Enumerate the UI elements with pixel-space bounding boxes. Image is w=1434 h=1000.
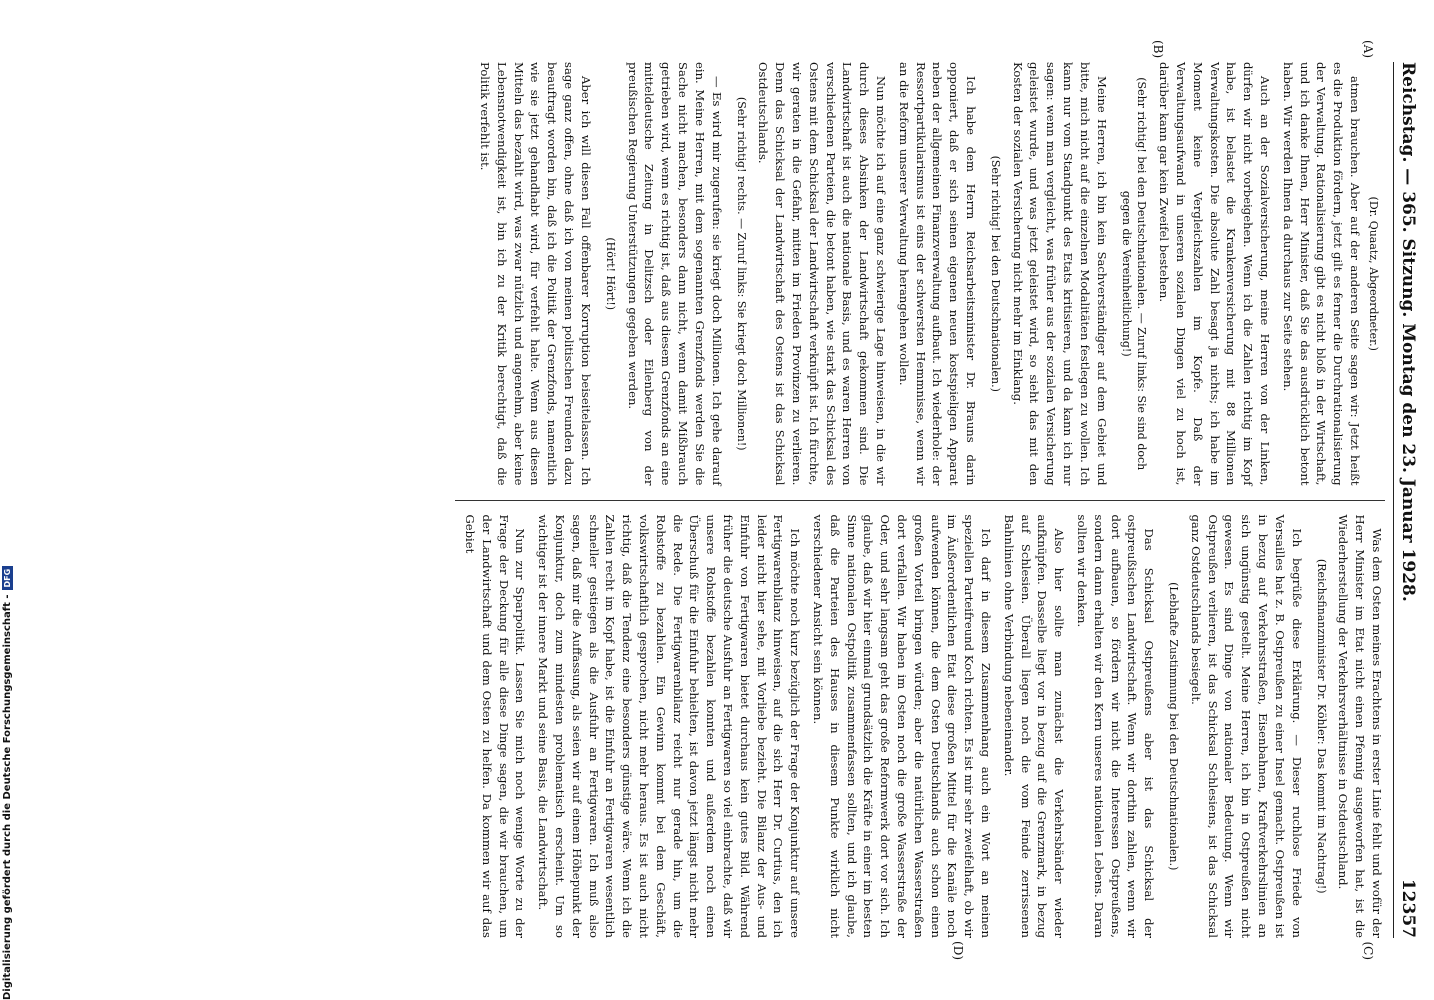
margin-marker-c: (C): [1361, 941, 1375, 960]
interjection: (Lebhafte Zustimmung bei den Deutschnationalen.): [1167, 582, 1181, 871]
left-column: [455, 62, 1385, 486]
interjection: (Sehr richtig! rechts. — Zuruf links: Sie kriegt doch Millionen!): [734, 96, 748, 451]
paragraph: Ich möchte noch kurz bezüglich der Frage der Konjunktur auf unsere Fertigwarenbilanz hinweisen, auf die sich Herr Dr. Curtius, den ich leider nicht hier sehe, mit Vorliebe bezieht. Die Bilanz der Aus- und Einfuhr von Fertigwaren bietet durchaus kein gutes Bild. Während früher die deutsche Ausfuhr an Fertigwaren so viel einbrachte, daß wir unsere Rohstoffe bezahlen konnten und außerdem noch einen Überschuß für die Einfuhr behielten, ist davon jetzt längst nicht mehr die Rede. Die Fertigwarenbilanz reicht nur gerade hin, um die Rohstoffe zu bezahlen. Ein Gewinn kommt bei dem Geschäft, volkswirtschaftlich gesprochen, nicht mehr heraus. Es ist auch nicht richtig, daß die Tendenz eine besonders günstige wäre. Wenn ich die Zahlen recht im Kopf habe, ist die Einfuhr an Fertigwaren wesentlich schneller gestiegen als die Ausfuhr an Fertigwaren. Ich muß also sagen, daß mir die Auffassung, als seien wir auf einem Höhepunkt der Konjunktur, doch zum mindesten problematisch erscheint. Um so wichtiger ist der innere Markt und seine Basis, die Landwirtschaft.: [536, 514, 803, 938]
paragraph: Ich begrüße diese Erklärung. — Dieser ruchlose Friede von Versailles hat z. B. Ostpreußen zu einer Insel gemacht. Ostpreußen ist in bezug auf Verkehrsstraßen, Eisenbahnen, Kraftverkehrslinien an sich ungünstig gestellt. Meine Herren, ich bin in Ostpreußen nicht gewesen. Es sind Dinge von nationaler Bedeutung. Wenn wir Ostpreußen verlieren, ist das Schicksal Schlesiens, ist das Schicksal ganz Ostdeutschlands besiegelt.: [1188, 514, 1304, 938]
margin-marker-b: (B): [1151, 40, 1165, 59]
paragraph: Was dem Osten meines Erachtens in erster Linie fehlt und wofür der Herr Minister im Etat nicht einen Pfennig ausgeworfen hat, ist die Wiederherstellung der Verkehrsverhältnisse in Ostdeutschland.: [1336, 514, 1384, 938]
interjection: (Sehr richtig! bei den Deutschnationalen. — Zuruf links: Sie sind doch gegen die Vereinheitlichung!): [1119, 77, 1149, 471]
column-divider: [455, 500, 1385, 501]
paragraph: Meine Herren, ich bin kein Sachverständiger auf dem Gebiet und bitte, mich nicht auf die einzelnen Modalitäten festlegen zu wollen. Ich kann nur vom Standpunkt des Etats kritisieren, und da kann ich nur sagen: wenn man vergleicht, was früher aus der sozialen Versicherung geleistet wurde, und was jetzt geleistet wird, so sieht das mit den Kosten der sozialen Versicherung nicht mehr im Einklang.: [1010, 62, 1109, 486]
interjection: (Sehr richtig! bei den Deutschnationalen.): [988, 155, 1002, 392]
paragraph: Also hier sollte man zunächst die Verkehrsbänder wieder aufknüpfen. Dasselbe liegt vor in bezug auf die Grenzmark, in bezug auf Schlesien. Überall liegen noch die vom Feinde zerrissenen Bahnlinien ohne Verbindung nebeneinander.: [1001, 514, 1067, 938]
page-number: 12357: [1398, 878, 1418, 938]
right-column: [455, 515, 1385, 939]
interjection: (Hört! Hört!): [603, 237, 617, 311]
paragraph: Ich habe dem Herrn Reichsarbeitsminister Dr. Brauns darin opponiert, daß er sich seinen eigenen neuen kostspieligen Apparat neben der allgemeinen Finanzverwaltung aufbaut. Ich wiederhole: der Ressortpartikularismus ist eins der schwersten Hemmnisse, wenn wir an die Reform unserer Verwaltung herangehen wollen.: [896, 62, 978, 486]
paragraph: Aber ich will diesen Fall offenbarer Korruption beiseitelassen. Ich sage ganz offen, ohne daß ich von meinen politischen Freunden dazu beauftragt worden bin, daß ich die Politik der Grenzfonds, namentlich wie sie jetzt gehandhabt wird, für verfehlt halte. Wenn aus diesen Mitteln das bezahlt wird, was zwar nützlich und angenehm, aber keine Lebensnotwendigkeit ist, bin ich zu der Kritik berechtigt, daß die Politik verfehlt ist.: [478, 62, 593, 486]
page-header-title: Reichstag. — 365. Sitzung. Montag den 23. Januar 1928.: [1398, 62, 1418, 602]
digitization-credit: [2, 566, 13, 1000]
interjection: (Reichsfinanzminister Dr. Köhler: Das kommt im Nachtrag!): [1314, 558, 1328, 894]
paragraph: atmen brauchen. Aber auf der anderen Seite sagen wir: Jetzt heißt es die Produktion fördern, jetzt gilt es ferner die Durchrationalisierung der Verwaltung. Rationalisierung gibt es nicht bloß in der Wirtschaft, und ich danke Ihnen, Herr Minister, daß Sie das ausdrücklich betont haben. Wir werden Ihnen da durchaus zur Seite stehen.: [1280, 62, 1363, 486]
paragraph: Nun möchte ich auf eine ganz schwierige Lage hinweisen, in die wir durch dieses Absinken der Landwirtschaft gekommen sind. Die Landwirtschaft ist auch die nationale Basis, und es waren Herren von verschiedenen Parteien, die betont haben, wie stark das Schicksal des Ostens mit dem Schicksal der Landwirtschaft verknüpft ist. Ich fürchte, wir geraten in die Gefahr, mitten im Frieden Provinzen zu verlieren. Denn das Schicksal der Landwirtschaft des Ostens ist das Schicksal Ostdeutschlands.: [756, 62, 888, 486]
page-header: [1393, 62, 1418, 938]
text-columns: [455, 40, 1385, 960]
speaker-label: (Dr. Quaatz, Abgeordneter.): [1367, 196, 1380, 351]
paragraph: Ich darf in diesem Zusammenhang auch ein Wort an meinen speziellen Parteifreund Koch richten. Es ist mir sehr zweifelhaft, ob wir im Äußerordentlichen Etat diese großen Mittel für die Kanäle noch aufwenden können, die dem Osten Deutschlands auch schon einen großen Vorteil bringen würden; aber die natürlichen Wasserstraßen dort verfallen. Wir haben im Osten noch die große Wasserstraße der Oder, und sehr langsam geht das große Reformwerk dort vor sich. Ich glaube, daß wir hier einmal grundsätzlich die Kräfte in einer im besten Sinne nationalen Ostpolitik zusammenfassen sollten, und ich glaube, daß die Parteien des Hauses in diesem Punkte wirklich nicht verschiedener Ansicht sein können.: [811, 514, 993, 938]
dfg-logo: DFG: [2, 566, 13, 591]
paragraph: Auch an der Sozialversicherung, meine Herren von der Linken, dürfen wir nicht vorbeigehen. Wenn ich die Zahlen richtig im Kopf habe, ist belastet die Krankenversicherung mit 88 Millionen Verwaltungskosten. Die absolute Zahl besagt ja nichts; ich habe im Moment keine Vergleichszahlen im Kopfe. Daß der Verwaltungsaufwand in unseren sozialen Dingen viel zu hoch ist, darüber kann gar kein Zweifel bestehen.: [1157, 62, 1273, 486]
paragraph: — Es wird mir zugerufen: sie kriegt doch Millionen. Ich gehe darauf ein. Meine Herren, mit dem sogenannten Grenzfonds werden Sie die Sache nicht machen, besonders dann nicht, wenn damit Mißbrauch getrieben wird, wenn es richtig ist, daß aus diesem Grenzfonds an eine mitteldeutsche Zeitung in Delitzsch oder Eilenberg von der preußischen Regierung Unterstützungen gegeben werden.: [625, 62, 724, 486]
margin-marker-a: (A): [1361, 40, 1375, 59]
paragraph: Das Schicksal Ostpreußens aber ist das Schicksal der ostpreußischen Landwirtschaft. Wenn wir dorthin zahlen, wenn wir dort aufbauen, so fördern wir nicht die Interessen Ostpreußens, sondern dann erhalten wir den Kern unseres nationalen Lebens. Daran sollten wir denken.: [1074, 514, 1157, 938]
margin-marker-d: (D): [951, 941, 965, 960]
credit-text: Digitalisierung gefördert durch die Deutsche Forschungsgemeinschaft -: [2, 594, 13, 1000]
paragraph: Nun zur Sparpolitik. Lassen Sie mich noch wenige Worte zu der Frage der Deckung für alle diese Dinge sagen, die wir brauchen, um der Landwirtschaft und dem Osten zu helfen. Da kommen wir auf das Gebiet: [463, 514, 528, 938]
